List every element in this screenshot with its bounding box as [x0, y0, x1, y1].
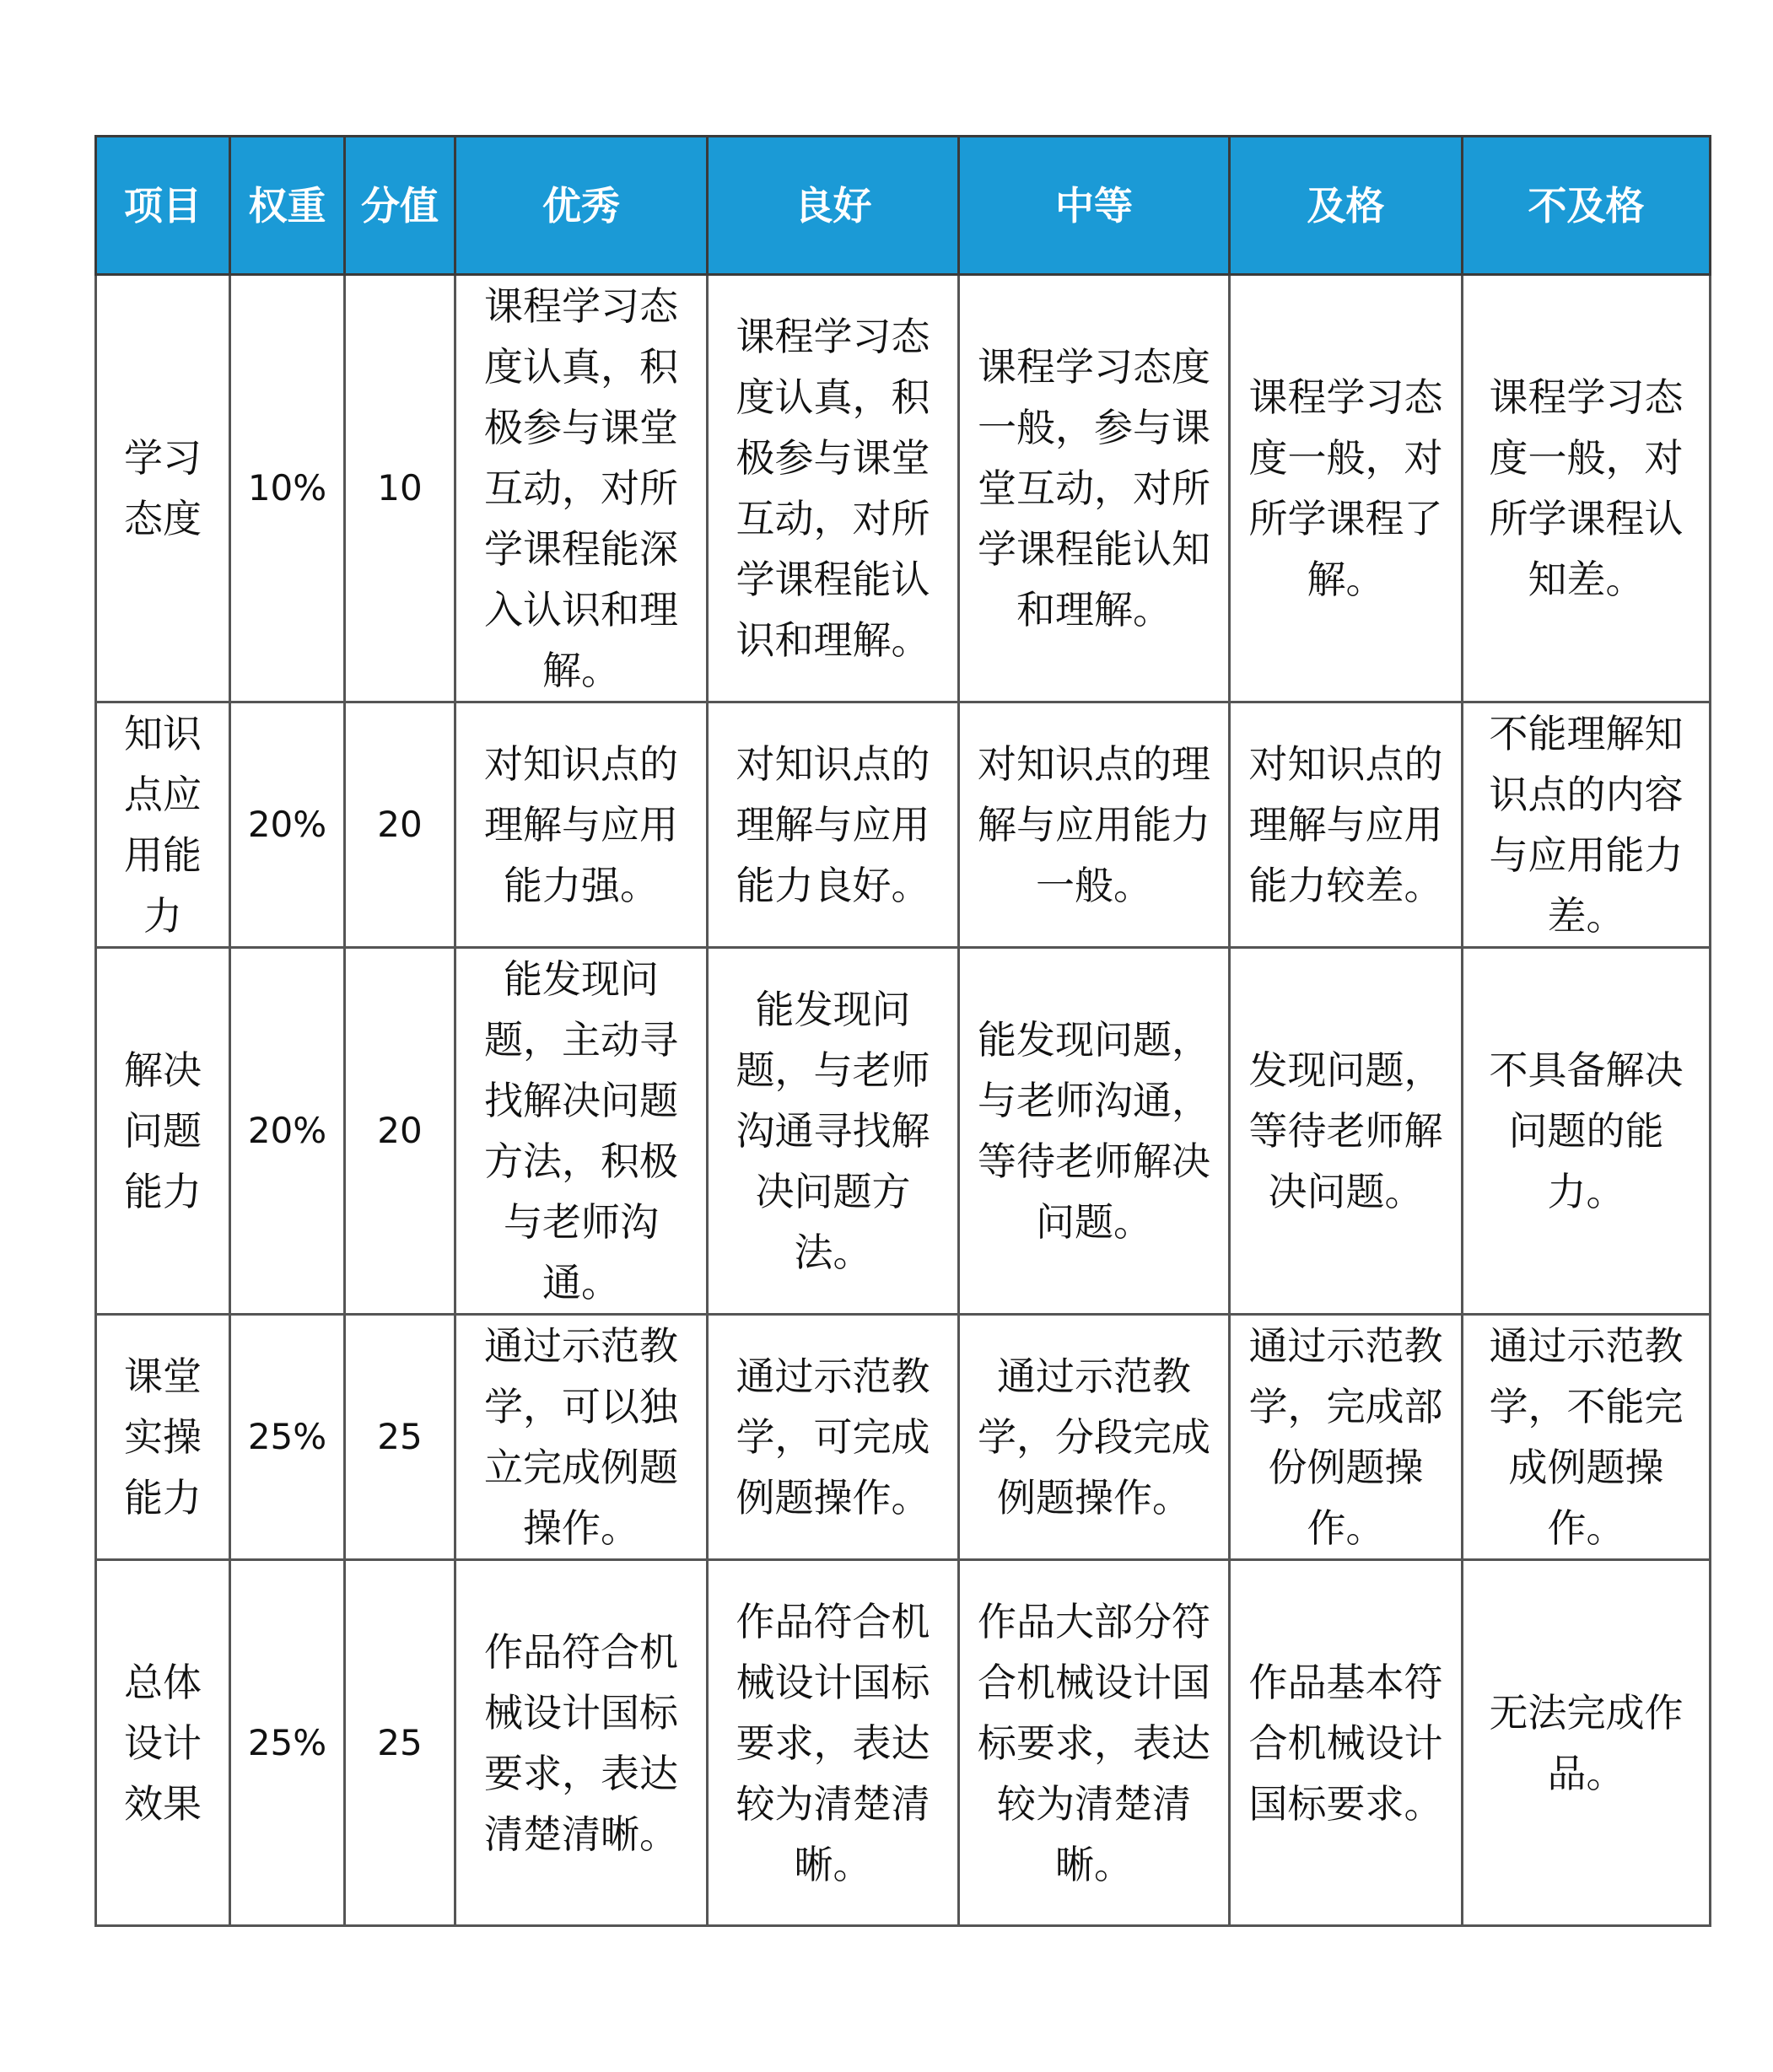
- row-item: 知识点应用能力: [124, 711, 202, 939]
- row-pass: 课程学习态度一般，对所学课程了解。: [1248, 374, 1443, 602]
- row-fail-cell: [1463, 948, 1711, 1315]
- row-excellent: 能发现问题，主动寻找解决问题方法，积极与老师沟通。: [484, 956, 678, 1305]
- row-excellent: 作品符合机械设计国标要求，表达清楚清晰。: [484, 1628, 678, 1857]
- row-pass-cell: [1230, 1315, 1463, 1560]
- row-fail: 课程学习态度一般，对所学课程认知差。: [1489, 374, 1684, 602]
- table-row: [96, 702, 1711, 948]
- row-good-cell: [708, 948, 959, 1315]
- row-good-cell: [708, 1315, 959, 1560]
- row-medium: 能发现问题，与老师沟通，等待老师解决问题。: [978, 1017, 1210, 1245]
- row-pass-cell: [1230, 702, 1463, 948]
- row-pass: 对知识点的理解与应用能力较差。: [1248, 741, 1443, 908]
- row-item: 总体设计效果: [124, 1659, 202, 1827]
- row-good-cell: [708, 1560, 959, 1926]
- row-pass-cell: [1230, 1560, 1463, 1926]
- row-good: 作品符合机械设计国标要求，表达较为清楚清晰。: [736, 1598, 930, 1887]
- header-good: 良好: [708, 137, 959, 275]
- row-medium-cell: [959, 275, 1230, 702]
- row-score: 25: [345, 1560, 455, 1926]
- row-score: 20: [345, 702, 455, 948]
- row-weight: 20%: [230, 702, 345, 948]
- row-medium-cell: [959, 702, 1230, 948]
- row-item-cell: [96, 275, 230, 702]
- row-medium: 课程学习态度一般，参与课堂互动，对所学课程能认知和理解。: [978, 344, 1210, 632]
- row-fail: 不具备解决问题的能力。: [1489, 1047, 1684, 1214]
- grading-rubric-table: [94, 135, 1711, 1927]
- row-pass: 通过示范教学，完成部份例题操作。: [1248, 1323, 1443, 1551]
- row-good-cell: [708, 275, 959, 702]
- header-pass: 及格: [1230, 137, 1463, 275]
- header-excellent: 优秀: [455, 137, 708, 275]
- row-good-cell: [708, 702, 959, 948]
- header-fail: 不及格: [1463, 137, 1711, 275]
- row-excellent: 通过示范教学，可以独立完成例题操作。: [484, 1323, 678, 1551]
- row-score: 25: [345, 1315, 455, 1560]
- header-weight: [230, 137, 345, 275]
- header-medium: 中等: [959, 137, 1230, 275]
- row-fail: 通过示范教学，不能完成例题操作。: [1489, 1323, 1684, 1551]
- row-weight: 10%: [230, 275, 345, 702]
- row-excellent-cell: [455, 275, 708, 702]
- table-row: [96, 275, 1711, 702]
- row-score: 20: [345, 948, 455, 1315]
- row-excellent-cell: [455, 948, 708, 1315]
- row-medium: 通过示范教学，分段完成例题操作。: [978, 1354, 1210, 1520]
- row-medium-cell: [959, 1560, 1230, 1926]
- row-item-cell: [96, 948, 230, 1315]
- row-item: 解决问题能力: [124, 1047, 202, 1214]
- header-weight-text: 权重: [248, 182, 326, 229]
- row-score: 10: [345, 275, 455, 702]
- row-fail: 不能理解知识点的内容与应用能力差。: [1489, 711, 1684, 939]
- row-medium: 对知识点的理解与应用能力一般。: [978, 741, 1210, 908]
- row-excellent-cell: [455, 1560, 708, 1926]
- row-good: 通过示范教学，可完成例题操作。: [736, 1354, 930, 1520]
- row-excellent: 对知识点的理解与应用能力强。: [484, 741, 678, 908]
- row-fail-cell: [1463, 702, 1711, 948]
- header-score-text: 分值: [361, 182, 439, 229]
- row-item: 学习态度: [124, 435, 202, 541]
- row-weight: 20%: [230, 948, 345, 1315]
- row-medium: 作品大部分符合机械设计国标要求，表达较为清楚清晰。: [978, 1598, 1210, 1887]
- header-item: 项目: [96, 137, 230, 275]
- row-good: 课程学习态度认真，积极参与课堂互动，对所学课程能认识和理解。: [736, 314, 930, 663]
- row-good: 能发现问题，与老师沟通寻找解决问题方法。: [736, 987, 930, 1275]
- row-pass: 发现问题，等待老师解决问题。: [1248, 1047, 1443, 1214]
- row-good: 对知识点的理解与应用能力良好。: [736, 741, 930, 908]
- row-excellent-cell: [455, 1315, 708, 1560]
- row-fail-cell: [1463, 1315, 1711, 1560]
- row-item-cell: [96, 702, 230, 948]
- row-item-cell: [96, 1315, 230, 1560]
- row-fail-cell: [1463, 1560, 1711, 1926]
- table-row: [96, 1315, 1711, 1560]
- row-excellent-cell: [455, 702, 708, 948]
- row-fail-cell: [1463, 275, 1711, 702]
- header-score: [345, 137, 455, 275]
- row-weight: 25%: [230, 1315, 345, 1560]
- row-weight: 25%: [230, 1560, 345, 1926]
- row-pass: 作品基本符合机械设计国标要求。: [1248, 1659, 1443, 1827]
- row-item-cell: [96, 1560, 230, 1926]
- header-row: [96, 137, 1711, 275]
- row-medium-cell: [959, 1315, 1230, 1560]
- row-fail: 无法完成作品。: [1489, 1689, 1684, 1796]
- row-pass-cell: [1230, 948, 1463, 1315]
- row-item: 课堂实操能力: [124, 1354, 202, 1520]
- row-excellent: 课程学习态度认真，积极参与课堂互动，对所学课程能深入认识和理解。: [484, 283, 678, 693]
- table-row: [96, 948, 1711, 1315]
- row-pass-cell: [1230, 275, 1463, 702]
- table-row: [96, 1560, 1711, 1926]
- row-medium-cell: [959, 948, 1230, 1315]
